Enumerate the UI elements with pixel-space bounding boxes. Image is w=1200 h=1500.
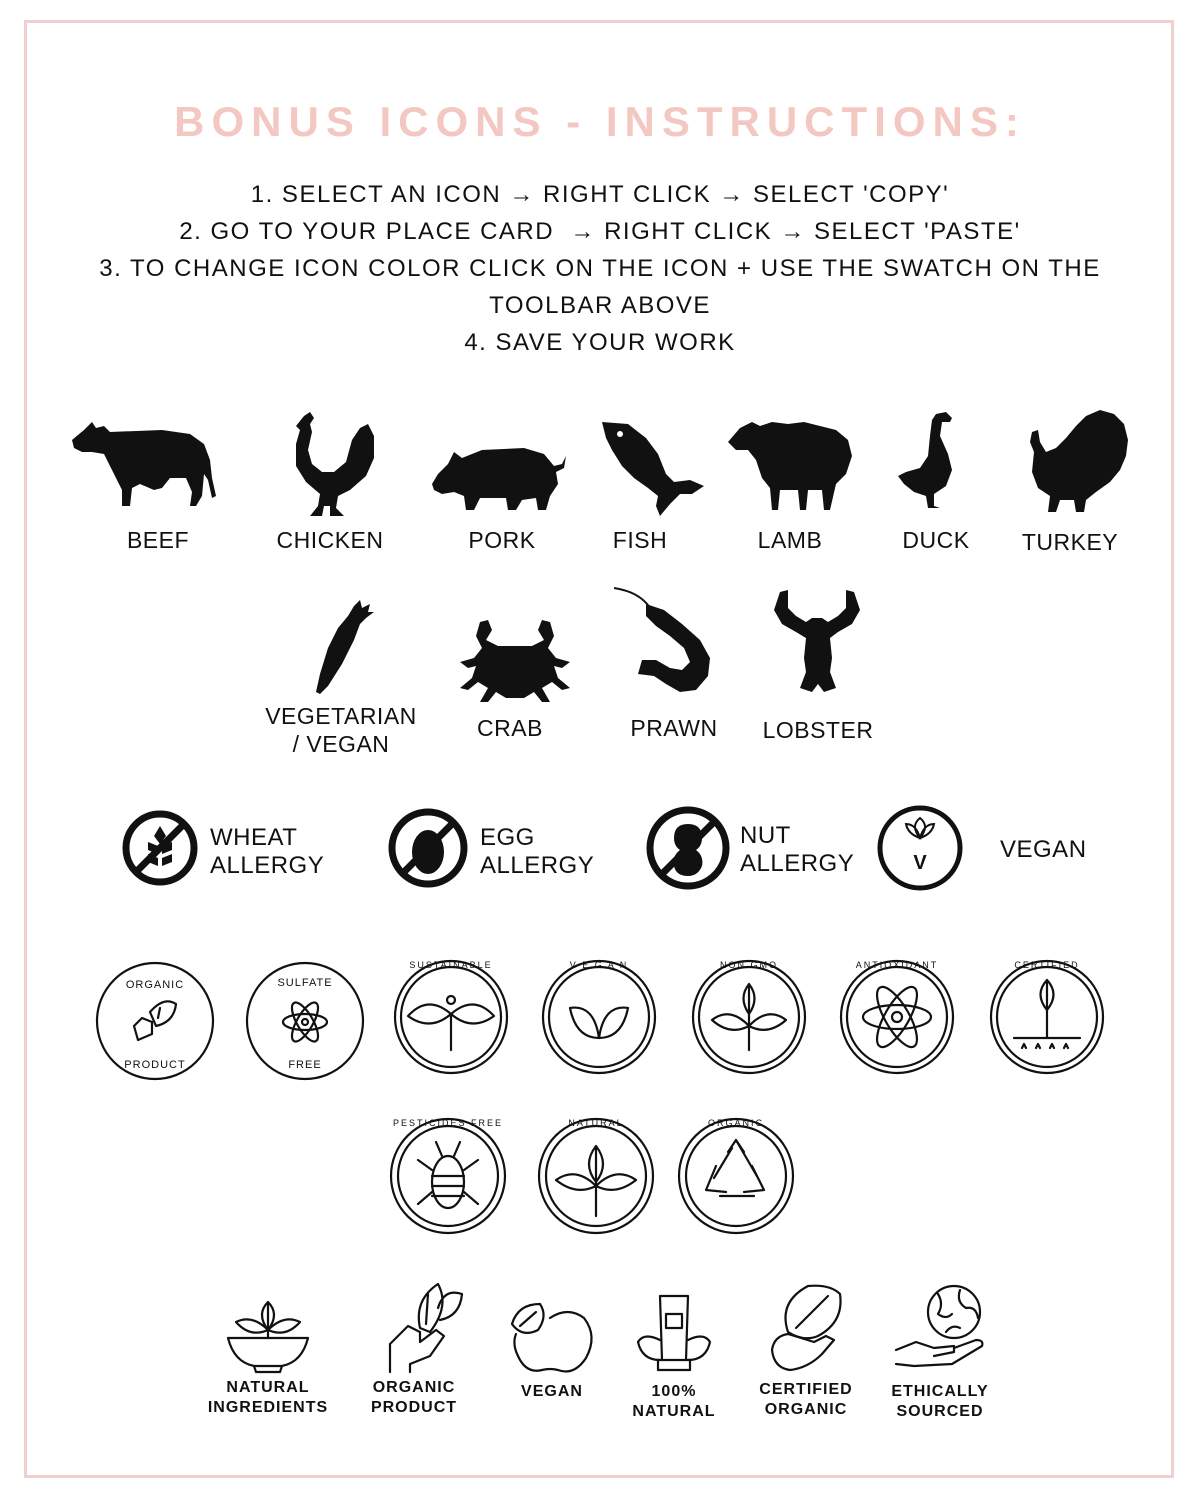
natural-ingredients-icon[interactable] <box>222 1280 314 1372</box>
lamb-label: LAMB <box>757 527 823 553</box>
sulfate-free-badge-icon[interactable] <box>244 960 366 1082</box>
badge-text: SULFATE <box>277 977 333 989</box>
lobster-icon[interactable] <box>772 588 862 696</box>
egg-allergy-label-line: EGG <box>480 824 535 851</box>
fish-icon[interactable] <box>600 418 706 518</box>
natural-ingredients-label-line: NATURAL <box>226 1379 310 1396</box>
pig-icon[interactable] <box>432 444 566 514</box>
vegetarian-label-line: VEGETARIAN <box>265 703 417 729</box>
instructions-block <box>60 176 1140 361</box>
badge-text: PESTICIDES FREE <box>392 1118 504 1128</box>
duck-icon[interactable] <box>896 410 960 510</box>
carrot-icon[interactable] <box>310 598 376 698</box>
wheat-allergy-icon[interactable] <box>120 808 200 888</box>
egg-allergy-label-line: ALLERGY <box>480 852 595 879</box>
instruction-line: 3. TO CHANGE ICON COLOR CLICK ON THE ICON + USE THE SWATCH ON THE <box>99 255 1101 282</box>
crab-icon[interactable] <box>458 616 572 708</box>
ethically-sourced-label-line: SOURCED <box>896 1403 984 1420</box>
natural-ingredients-label <box>198 1378 338 1418</box>
badge-text: CERTIFIED <box>1014 960 1080 970</box>
badge-text: NATURAL <box>568 1118 624 1128</box>
certified-badge-icon[interactable] <box>984 954 1110 1080</box>
nut-allergy-label-line: NUT <box>740 822 791 849</box>
nut-allergy-icon[interactable] <box>644 804 732 892</box>
percent-natural-label-line: 100% <box>651 1383 697 1400</box>
duck-label: DUCK <box>902 527 970 553</box>
apple-icon[interactable] <box>508 1296 594 1378</box>
beef-label: BEEF <box>126 527 190 553</box>
vegan-badge-icon[interactable] <box>536 954 662 1080</box>
ethically-sourced-label <box>870 1382 1010 1422</box>
instruction-line: 2. GO TO YOUR PLACE CARD → RIGHT CLICK → SELECT 'PASTE' <box>179 218 1021 245</box>
certified-organic-icon[interactable] <box>768 1282 846 1374</box>
certified-organic-label <box>736 1380 876 1420</box>
badge-text: V E G A N <box>569 960 629 970</box>
ethically-sourced-icon[interactable] <box>894 1284 986 1370</box>
certified-organic-label-line: ORGANIC <box>764 1401 848 1418</box>
sustainable-badge-icon[interactable] <box>388 954 514 1080</box>
organic-product-icon[interactable] <box>380 1280 466 1372</box>
vegetarian-label-line: / VEGAN <box>292 731 390 757</box>
badge-text: PRODUCT <box>124 1059 186 1071</box>
vegan-v-letter: V <box>913 852 927 874</box>
beef-icon[interactable] <box>70 418 216 508</box>
chicken-icon[interactable] <box>290 410 380 520</box>
page-title: BONUS ICONS - INSTRUCTIONS: <box>174 98 1026 145</box>
nut-allergy-label <box>740 822 854 878</box>
pesticides-free-badge-icon[interactable] <box>384 1112 512 1240</box>
vegan-v-icon[interactable] <box>876 804 964 892</box>
crab-label: CRAB <box>477 715 543 741</box>
egg-allergy-label <box>480 824 594 880</box>
natural-ingredients-label-line: INGREDIENTS <box>207 1399 329 1416</box>
prawn-label: PRAWN <box>630 715 718 741</box>
percent-natural-label <box>604 1382 744 1422</box>
organic-product-label-line: PRODUCT <box>370 1399 458 1416</box>
wheat-allergy-label-line: WHEAT <box>210 824 298 851</box>
instruction-line: 4. SAVE YOUR WORK <box>464 329 736 356</box>
instruction-line: 1. SELECT AN ICON → RIGHT CLICK → SELECT 'COPY' <box>250 181 950 208</box>
badge-text: ORGANIC <box>125 979 185 991</box>
pork-label: PORK <box>468 527 536 553</box>
instruction-line: TOOLBAR ABOVE <box>489 292 711 319</box>
badge-text: ORGANIC <box>707 1118 765 1128</box>
percent-natural-label-line: NATURAL <box>632 1403 716 1420</box>
badge-text: NON GMO <box>720 960 778 970</box>
lobster-label: LOBSTER <box>762 717 874 743</box>
organic-product-label <box>344 1378 484 1418</box>
egg-allergy-icon[interactable] <box>386 806 470 890</box>
turkey-label: TURKEY <box>1021 529 1119 555</box>
natural-tube-icon[interactable] <box>636 1294 712 1374</box>
turkey-icon[interactable] <box>1026 408 1130 516</box>
ethically-sourced-label-line: ETHICALLY <box>891 1383 989 1400</box>
vegan-label: VEGAN <box>1000 836 1087 863</box>
nut-allergy-label-line: ALLERGY <box>740 850 855 877</box>
vegetarian-label <box>256 702 426 758</box>
fish-label: FISH <box>612 527 668 553</box>
organic-recycle-badge-icon[interactable] <box>672 1112 800 1240</box>
badge-text: SUSTAINABLE <box>409 960 493 970</box>
natural-badge-icon[interactable] <box>532 1112 660 1240</box>
badge-text: FREE <box>288 1059 322 1071</box>
vegan-line-label: VEGAN <box>521 1383 583 1400</box>
wheat-allergy-label <box>210 824 324 880</box>
non-gmo-badge-icon[interactable] <box>686 954 812 1080</box>
wheat-allergy-label-line: ALLERGY <box>210 852 325 879</box>
certified-organic-label-line: CERTIFIED <box>759 1381 853 1398</box>
organic-product-badge-icon[interactable] <box>94 960 216 1082</box>
antioxidant-badge-icon[interactable] <box>834 954 960 1080</box>
prawn-icon[interactable] <box>610 586 716 696</box>
badge-text: ANTIOXIDANT <box>855 960 939 970</box>
chicken-label: CHICKEN <box>276 527 384 553</box>
sheep-icon[interactable] <box>728 418 854 514</box>
organic-product-label-line: ORGANIC <box>372 1379 456 1396</box>
